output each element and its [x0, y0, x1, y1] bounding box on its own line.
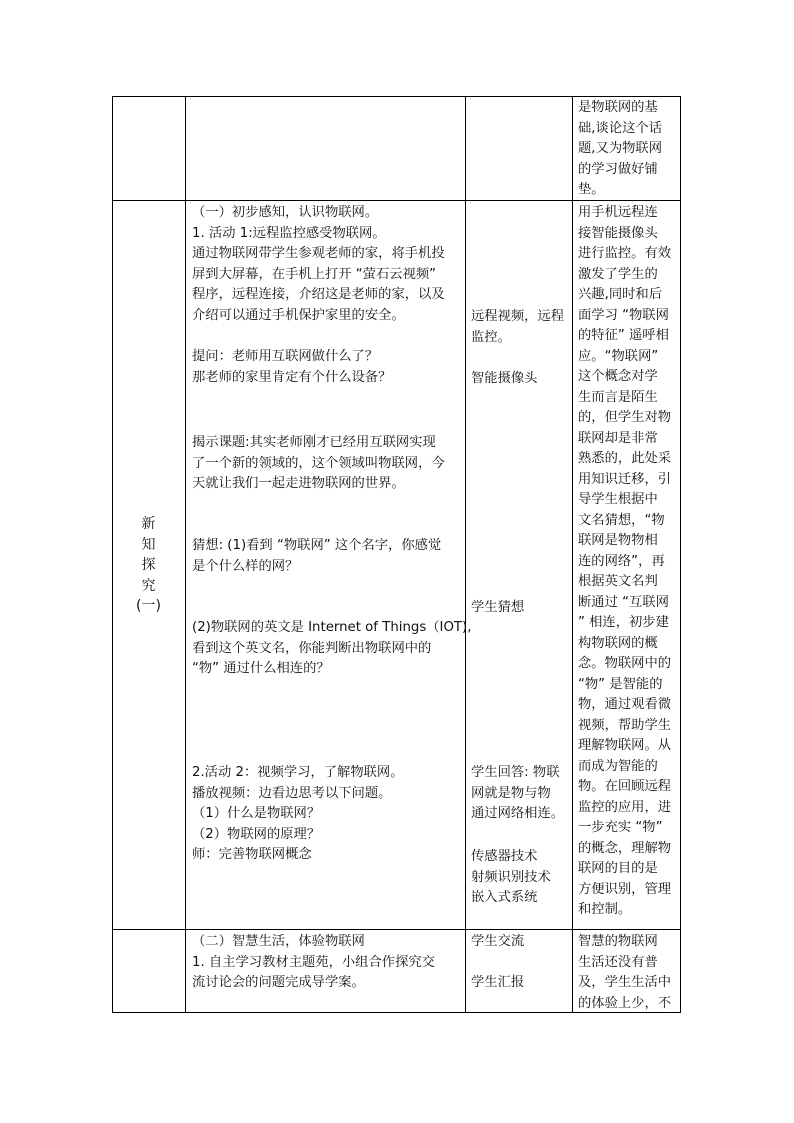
student-activity-block — [471, 932, 524, 953]
text-line: 的概念，理解物 — [578, 840, 672, 856]
student-activity-block — [471, 307, 564, 348]
text-line: 射频识别技术 — [471, 869, 551, 885]
student-activity-block — [471, 369, 537, 390]
teacher-activity-block — [192, 536, 441, 577]
student-activity-block — [471, 847, 551, 909]
text-line: 学生回答: 物联 — [471, 765, 560, 780]
teacher-activity-block — [192, 932, 435, 994]
text-line: 联网是物物相 — [578, 533, 658, 548]
text-line: 智慧的物联网 — [578, 934, 658, 949]
text-line: 探 — [141, 557, 156, 573]
text-line: 学生汇报 — [471, 975, 525, 990]
column-divider — [185, 96, 186, 1013]
text-line: 连的网络”，再 — [578, 553, 665, 569]
text-line: 及，学生生活中 — [578, 975, 672, 990]
section-heading: （二）智慧生活，体验物联网 — [192, 934, 365, 949]
text-line: 网就是物与物 — [471, 785, 551, 801]
teacher-activity-block — [192, 763, 404, 866]
text-line: 联网的目的是 — [578, 861, 658, 876]
text-line: 嵌入式系统 — [471, 890, 538, 905]
text-line: 进行监控。有效 — [578, 246, 672, 261]
text-line: 导学生根据中 — [578, 492, 658, 507]
text-line: （2）物联网的原理？ — [192, 826, 321, 842]
text-line: 联网却是非常 — [578, 430, 658, 446]
text-line: 和控制。 — [578, 902, 632, 917]
text-line: 1. 自主学习教材主题苑，小组合作探究交 — [192, 954, 435, 970]
student-activity-block — [471, 598, 524, 619]
text-line: 题,又为物联网 — [578, 141, 663, 156]
text-line: 师：完善物联网概念 — [192, 847, 312, 862]
text-line: （1）什么是物联网？ — [192, 806, 321, 821]
text-line: 激发了学生的 — [578, 266, 658, 282]
table-border-top — [112, 96, 681, 97]
column-divider — [680, 96, 681, 1013]
student-activity-block — [471, 973, 524, 994]
text-line: 通过网络相连。 — [471, 806, 565, 821]
text-line: 一步充实 “物” — [578, 820, 663, 835]
text-line: 究 — [141, 577, 156, 594]
stage-label — [112, 514, 185, 617]
section-heading: 2.活动 2：视频学习，了解物联网。 — [192, 765, 404, 780]
design-intent-cell — [578, 98, 662, 201]
row-divider — [112, 929, 681, 930]
student-activity-block — [471, 763, 564, 825]
text-line: 断通过 “互联网 — [578, 594, 669, 610]
text-line: 看到这个英文名，你能判断出物联网中的 — [192, 640, 432, 656]
teacher-activity-block — [192, 347, 391, 388]
text-line: 介绍可以通过手机保护家里的安全。 — [192, 307, 405, 323]
text-line: 播放视频：边看边思考以下问题。 — [192, 785, 392, 801]
text-line: 用知识迁移，引 — [578, 471, 672, 487]
text-line: 熟悉的，此处采 — [578, 451, 672, 466]
text-line: 这个概念对学 — [578, 369, 658, 384]
text-line: 生而言是陌生 — [578, 389, 658, 405]
text-line: (一) — [136, 598, 161, 614]
text-line: 面学习 “物联网 — [578, 307, 669, 323]
text-line: 用手机远程连 — [578, 205, 658, 220]
text-line: 的体验上少，不 — [578, 995, 672, 1011]
text-line: 物，通过观看微 — [578, 697, 672, 712]
text-line: 监控的应用，进 — [578, 799, 672, 815]
text-line: 揭示课题:其实老师刚才已经用互联网实现 — [192, 435, 436, 450]
text-line: 础,谈论这个话 — [578, 120, 663, 136]
text-line: 根据英文名判 — [578, 574, 658, 589]
column-divider — [465, 96, 466, 1013]
text-line: 是个什么样的网？ — [192, 558, 299, 574]
text-line: “物” 是智能的 — [578, 676, 663, 692]
text-line: ” 相连，初步建 — [578, 615, 669, 630]
text-line: 的特征” 遥呼相 — [578, 328, 669, 343]
text-line: 那老师的家里肯定有个什么设备？ — [192, 369, 392, 385]
text-line: 远程视频，远程 — [471, 309, 565, 324]
text-line: 是物联网的基 — [578, 100, 658, 115]
text-line: 的，但学生对物 — [578, 410, 672, 425]
text-line: 文名猜想，“物 — [578, 512, 665, 528]
lesson-plan-table — [112, 96, 681, 1013]
column-divider — [572, 96, 573, 1013]
text-line: 了一个新的领域的，这个领域叫物联网，今 — [192, 455, 445, 471]
text-line: 学生交流 — [471, 934, 525, 949]
text-line: 1. 活动 1:远程监控感受物联网。 — [192, 225, 386, 241]
text-line: 学生猜想 — [471, 600, 525, 615]
text-line: 监控。 — [471, 329, 511, 345]
text-line: 生活还没有普 — [578, 954, 658, 970]
text-line: “物” 通过什么相连的？ — [192, 661, 330, 676]
text-line: 的学习做好铺 — [578, 161, 658, 177]
text-line: 接智能摄像头 — [578, 225, 658, 241]
text-line: 程序，远程连接，介绍这是老师的家，以及 — [192, 287, 445, 302]
text-line: 智能摄像头 — [471, 371, 538, 386]
design-intent-cell — [578, 203, 671, 921]
text-line: 物。在回顾远程 — [578, 779, 672, 794]
text-line: 天就让我们一起走进物联网的世界。 — [192, 476, 405, 491]
text-line: 而成为智能的 — [578, 758, 658, 774]
design-intent-cell — [578, 932, 671, 1014]
text-line: 方便识别，管理 — [578, 881, 672, 897]
text-line: 传感器技术 — [471, 849, 538, 864]
teacher-activity-block — [192, 618, 471, 680]
teacher-activity-block — [192, 433, 445, 495]
text-line: 流讨论会的问题完成导学案。 — [192, 975, 365, 990]
text-line: 垫。 — [578, 182, 605, 197]
teacher-activity-block — [192, 203, 445, 326]
text-line: 猜想: (1)看到 “物联网” 这个名字，你感觉 — [192, 538, 442, 553]
text-line: 构物联网的概 — [578, 635, 658, 651]
text-line: (2)物联网的英文是 Internet of Things（IOT), — [192, 620, 472, 635]
text-line: 提问：老师用互联网做什么了？ — [192, 349, 379, 364]
text-line: 通过物联网带学生参观老师的家，将手机投 — [192, 246, 445, 261]
text-line: 理解物联网。从 — [578, 738, 672, 753]
text-line: 兴趣,同时和后 — [578, 287, 663, 302]
section-heading: （一）初步感知，认识物联网。 — [192, 205, 379, 220]
text-line: 新 — [141, 516, 156, 532]
text-line: 念。物联网中的 — [578, 656, 672, 671]
text-line: 视频，帮助学生 — [578, 717, 672, 733]
text-line: 应。“物联网” — [578, 348, 659, 364]
text-line: 屏到大屏幕，在手机上打开 “萤石云视频” — [192, 266, 437, 282]
text-line: 知 — [141, 536, 156, 553]
